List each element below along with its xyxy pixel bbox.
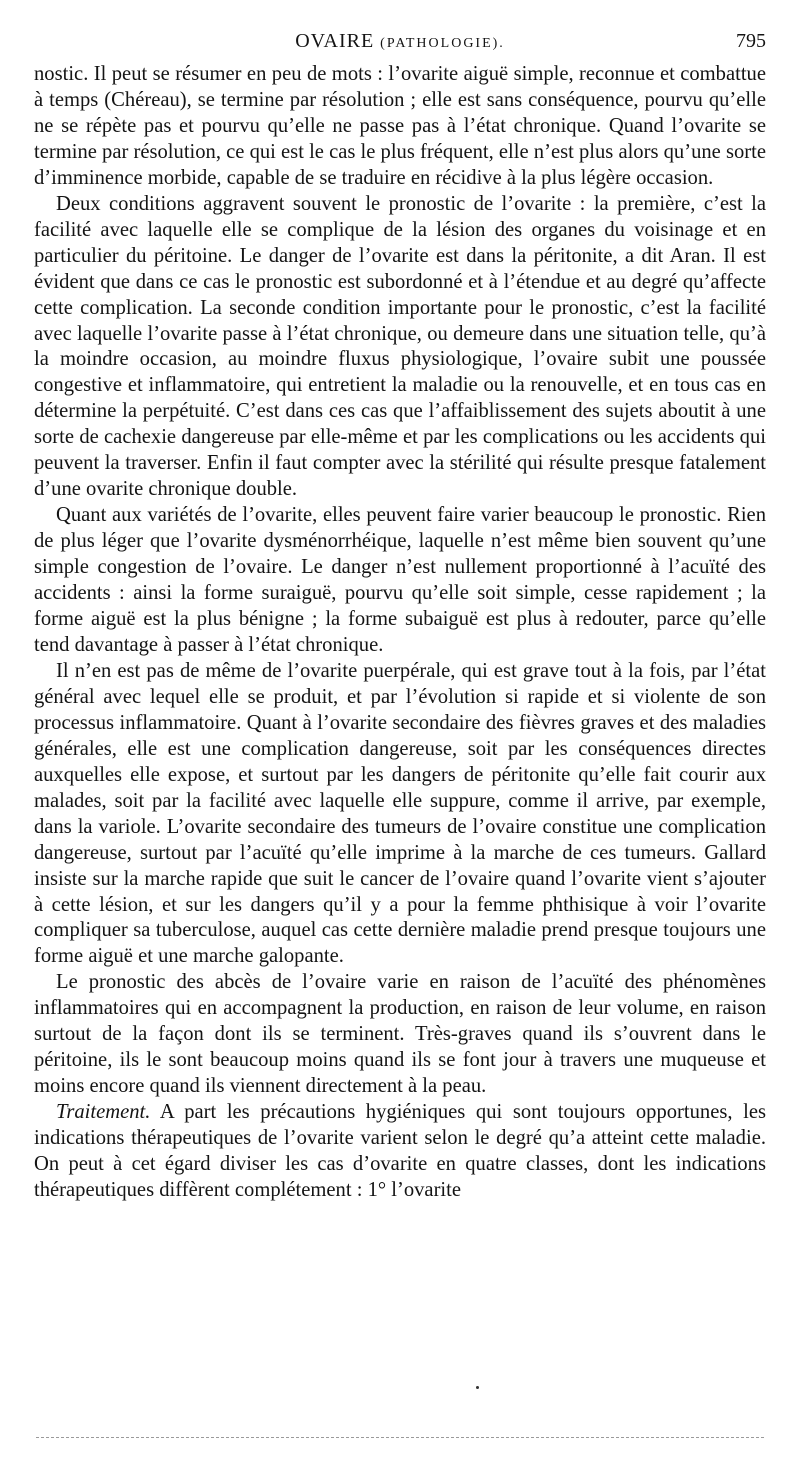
paragraph-varietes: Quant aux variétés de l’ovarite, elles peuvent faire varier beaucoup le pronostic. Rien de plus léger que l’ovarite dysménorrhéique, laquelle n’est même bien souvent qu’une simple congestion de l’ovaire. Le danger n’est nullement proportionné à l’acuïté des accidents : ainsi la forme suraiguë, pourvu qu’elle soit simple, cesse rapidement ; la forme aiguë est la plus bénigne ; la forme subaiguë est plus à redouter, parce qu’elle tend davantage à passer à l’état chronique.	[34, 504, 766, 656]
section-lead-traitement: Traitement.	[56, 1101, 151, 1124]
paragraph-abces: Le pronostic des abcès de l’ovaire varie en raison de l’acuïté des phénomènes inflammatoires qui en accompagnent la production, en raison de leur volume, en raison surtout de la façon dont ils se terminent. Très-graves quand ils s’ouvrent dans le péritoine, ils le sont beaucoup moins quand ils se font jour à travers une muqueuse et moins encore quand ils viennent directement à la peau.	[34, 971, 766, 1098]
paragraph-conditions: Deux conditions aggravent souvent le pronostic de l’ovarite : la première, c’est la facilité avec laquelle elle se complique de la lésion des organes du voisinage et en particulier du péritoine. Le danger de l’ovarite est dans la péritonite, a dit Aran. Il est évident que dans ce cas le pronostic est subordonné et à l’étendue et au degré qu’affecte cette complication. La seconde condition importante pour le pronostic, c’est la facilité avec laquelle l’ovarite passe à l’état chronique, ou demeure dans une situation telle, qu’à la moindre occasion, au moindre fluxus physiologique, l’ovaire subit une poussée congestive et inflammatoire, qui entretient la maladie ou la renouvelle, et en tous cas en détermine la perpétuité. C’est dans ces cas que l’affaiblissement des sujets aboutit à une sorte de cachexie dangereuse par elle-même et par les complications ou les accidents qui peuvent la traverser. Enfin il faut compter avec la stérilité qui résulte presque fatalement d’une ovarite chronique double.	[34, 192, 766, 501]
header-title-group	[34, 30, 766, 53]
paragraph-traitement	[34, 1100, 766, 1204]
header-title: OVAIRE	[295, 30, 375, 52]
header-subtitle: (PATHOLOGIE).	[380, 36, 505, 51]
paragraph-continuation: nostic. Il peut se résumer en peu de mots : l’ovarite aiguë simple, reconnue et combattue à temps (Chéreau), se termine par résolution ; elle est sans conséquence, pourvu qu’elle ne se répète pas et pourvu qu’elle ne passe pas à l’état chronique. Quand l’ovarite se termine par résolution, ce qui est le cas le plus fréquent, elle n’est plus alors qu’une sorte d’imminence morbide, capable de se traduire en récidive à la plus légère occasion.	[34, 63, 766, 189]
page-number: 795	[736, 30, 766, 52]
page-bottom-rule	[36, 1437, 764, 1438]
paragraph-puerperale: Il n’en est pas de même de l’ovarite puerpérale, qui est grave tout à la fois, par l’état général avec lequel elle se produit, et par l’évolution si rapide et si violente de son processus inflammatoire. Quant à l’ovarite secondaire des fièvres graves et des maladies générales, elle est une complication dangereuse, soit par les conséquences directes auxquelles elle expose, et surtout par les dangers de péritonite qu’elle fait courir aux malades, soit par la facilité avec laquelle elle suppure, comme il arrive, par exemple, dans la variole. L’ovarite secondaire des tumeurs de l’ovaire constitue une complication dangereuse, surtout par l’acuïté qu’elle imprime à la marche de ces tumeurs. Gallard insiste sur la marche rapide que suit le cancer de l’ovaire quand l’ovarite vient s’ajouter à cette lésion, et sur les dangers qu’il y a pour la femme phthisique à voir l’ovarite compliquer sa tuberculose, auquel cas cette dernière maladie prend presque toujours une forme aiguë et une marche galopante.	[34, 659, 766, 968]
print-speck	[476, 1386, 479, 1389]
paragraph-traitement-text: A part les précautions hygiéniques qui sont toujours opportunes, les indications thérapeutiques de l’ovarite varient selon le degré qu’a atteint cette maladie. On peut à cet égard diviser les cas d’ovarite en quatre classes, dont les indications thérapeutiques diffèrent complétement : 1° l’ovarite	[34, 1101, 766, 1201]
page-body	[34, 62, 766, 1204]
running-header	[34, 30, 766, 56]
